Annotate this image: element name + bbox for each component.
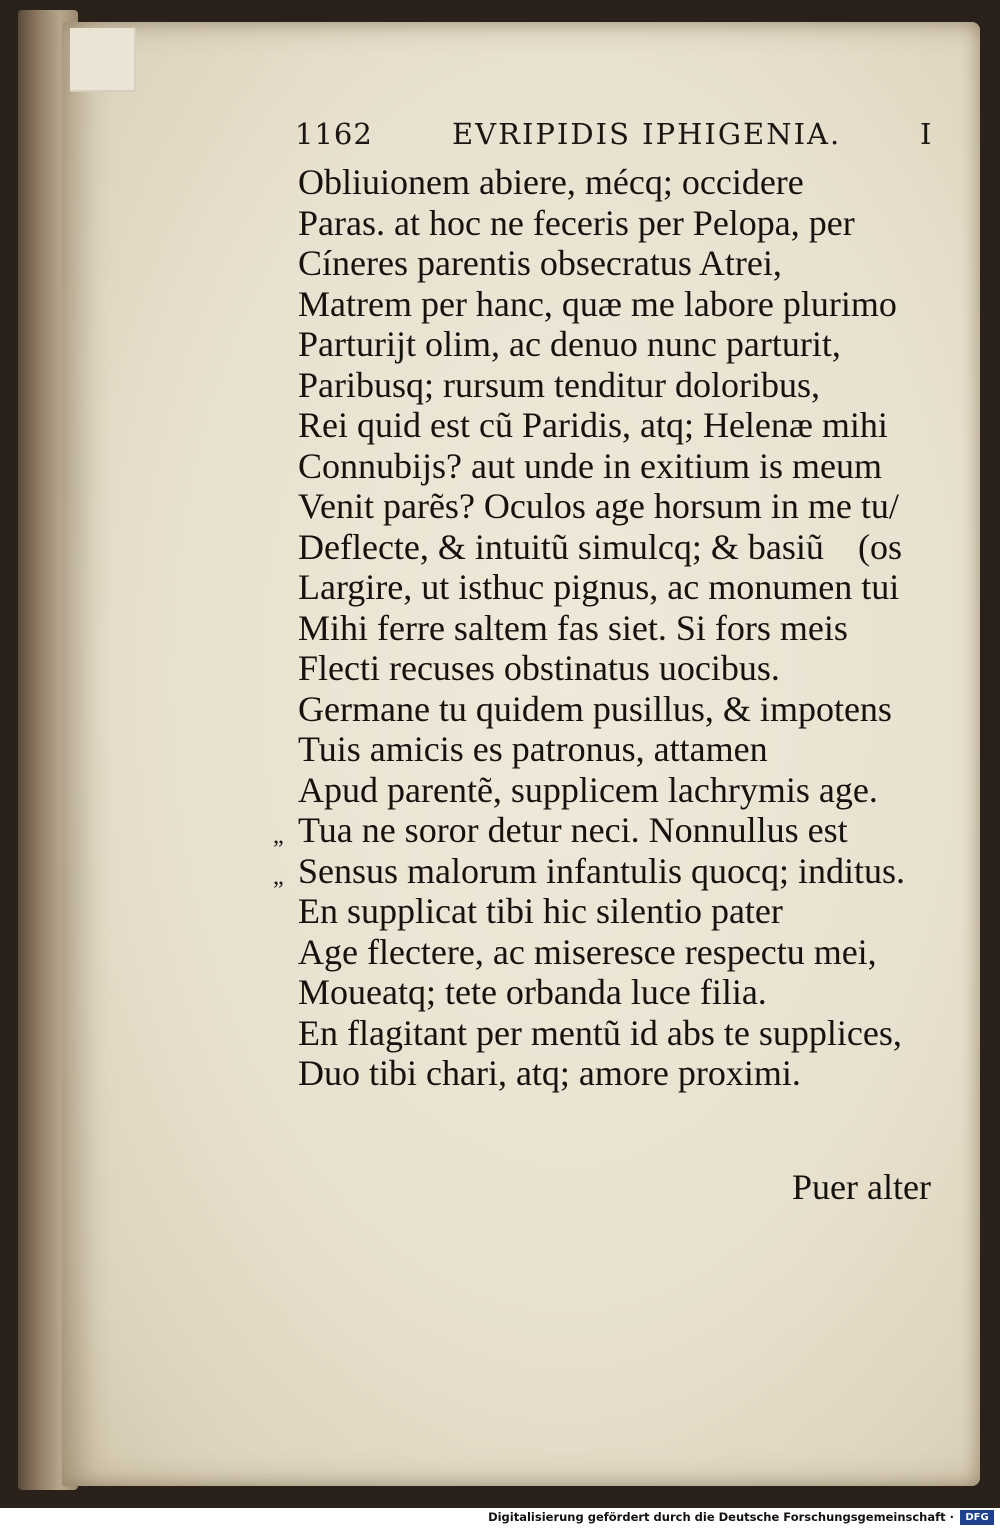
verse-text: Paras. at hoc ne feceris per Pelopa, per [298, 202, 855, 243]
verse-text: En flagitant per mentũ id abs te supplices, [298, 1012, 902, 1053]
verse-text: Tuis amicis es patronus, attamen [298, 729, 768, 769]
verse-text: Apud parentẽ, supplicem lachrymis age. [298, 769, 878, 810]
verse-line [298, 243, 968, 284]
verse-turnover: (os [858, 526, 902, 567]
verse-line [273, 810, 968, 851]
verse-line [298, 932, 968, 973]
verse-text: Tua ne soror detur neci. Nonnullus est [298, 810, 848, 850]
verse-line [298, 365, 968, 406]
verse-line [298, 405, 968, 446]
verse-line [298, 770, 968, 811]
verse-line [298, 567, 968, 608]
catchword: Puer alter [792, 1167, 931, 1207]
verse-line [298, 284, 968, 325]
verse-text: Mihi ferre saltem fas siet. Si fors meis [298, 607, 848, 648]
verse-text: Moueatq; tete orbanda luce filia. [298, 972, 767, 1012]
verse-text: Largire, ut isthuc pignus, ac monumen tui [298, 567, 900, 607]
page-number: 1162 [295, 117, 373, 151]
verse-block [273, 162, 968, 1094]
verse-text: Matrem per hanc, quæ me labore plurimo [298, 283, 897, 324]
verse-line [298, 608, 968, 649]
verse-text: Duo tibi chari, atq; amore proximi. [298, 1053, 801, 1093]
verse-line [298, 162, 968, 203]
verse-line [298, 1013, 968, 1054]
verse-text: En supplicat tibi hic silentio pater [298, 891, 783, 931]
verse-text: Connubijs? aut unde in exitium is meum [298, 445, 882, 486]
sententia-marker: „ [273, 863, 284, 890]
dfg-logo: DFG [960, 1510, 994, 1525]
verse-text: Parturijt olim, ac denuo nunc parturit, [298, 324, 841, 364]
verse-text: Age flectere, ac miseresce respectu mei, [298, 931, 877, 972]
verse-line [298, 527, 968, 568]
verse-text: Obliuionem abiere, mécq; occidere [298, 162, 804, 202]
header-right-mark: I [920, 117, 933, 151]
verse-line [298, 1053, 968, 1094]
verse-line [298, 446, 968, 487]
page-header [295, 117, 935, 157]
verse-text: Deflecte, & intuitũ simulcq; & basiũ [298, 526, 824, 567]
footer-bar [0, 1508, 1000, 1528]
sententia-marker: „ [273, 823, 284, 849]
verse-line [298, 648, 968, 689]
verse-line [298, 203, 968, 244]
verse-line [298, 972, 968, 1013]
verse-text: Flecti recuses obstinatus uocibus. [298, 648, 780, 688]
verse-text: Rei quid est cũ Paridis, atq; Helenæ mihi [298, 405, 888, 445]
verse-line [298, 486, 968, 527]
verse-line [273, 850, 968, 892]
verse-text: Paribusq; rursum tenditur doloribus, [298, 364, 820, 405]
page-corner-fold [70, 28, 136, 92]
verse-line [298, 324, 968, 365]
verse-line [298, 729, 968, 770]
funding-credit: Digitalisierung gefördert durch die Deutsche Forschungsgemeinschaft · [488, 1510, 954, 1524]
verse-text: Germane tu quidem pusillus, & impotens [298, 688, 892, 729]
verse-text: Sensus malorum infantulis quocq; inditus. [298, 850, 905, 891]
verse-text: Venit parẽs? Oculos age horsum in me tu/ [298, 486, 899, 526]
verse-line [298, 689, 968, 730]
verse-line [298, 891, 968, 932]
running-title: EVRIPIDIS IPHIGENIA. [452, 117, 842, 151]
verse-text: Cíneres parentis obsecratus Atrei, [298, 243, 782, 283]
